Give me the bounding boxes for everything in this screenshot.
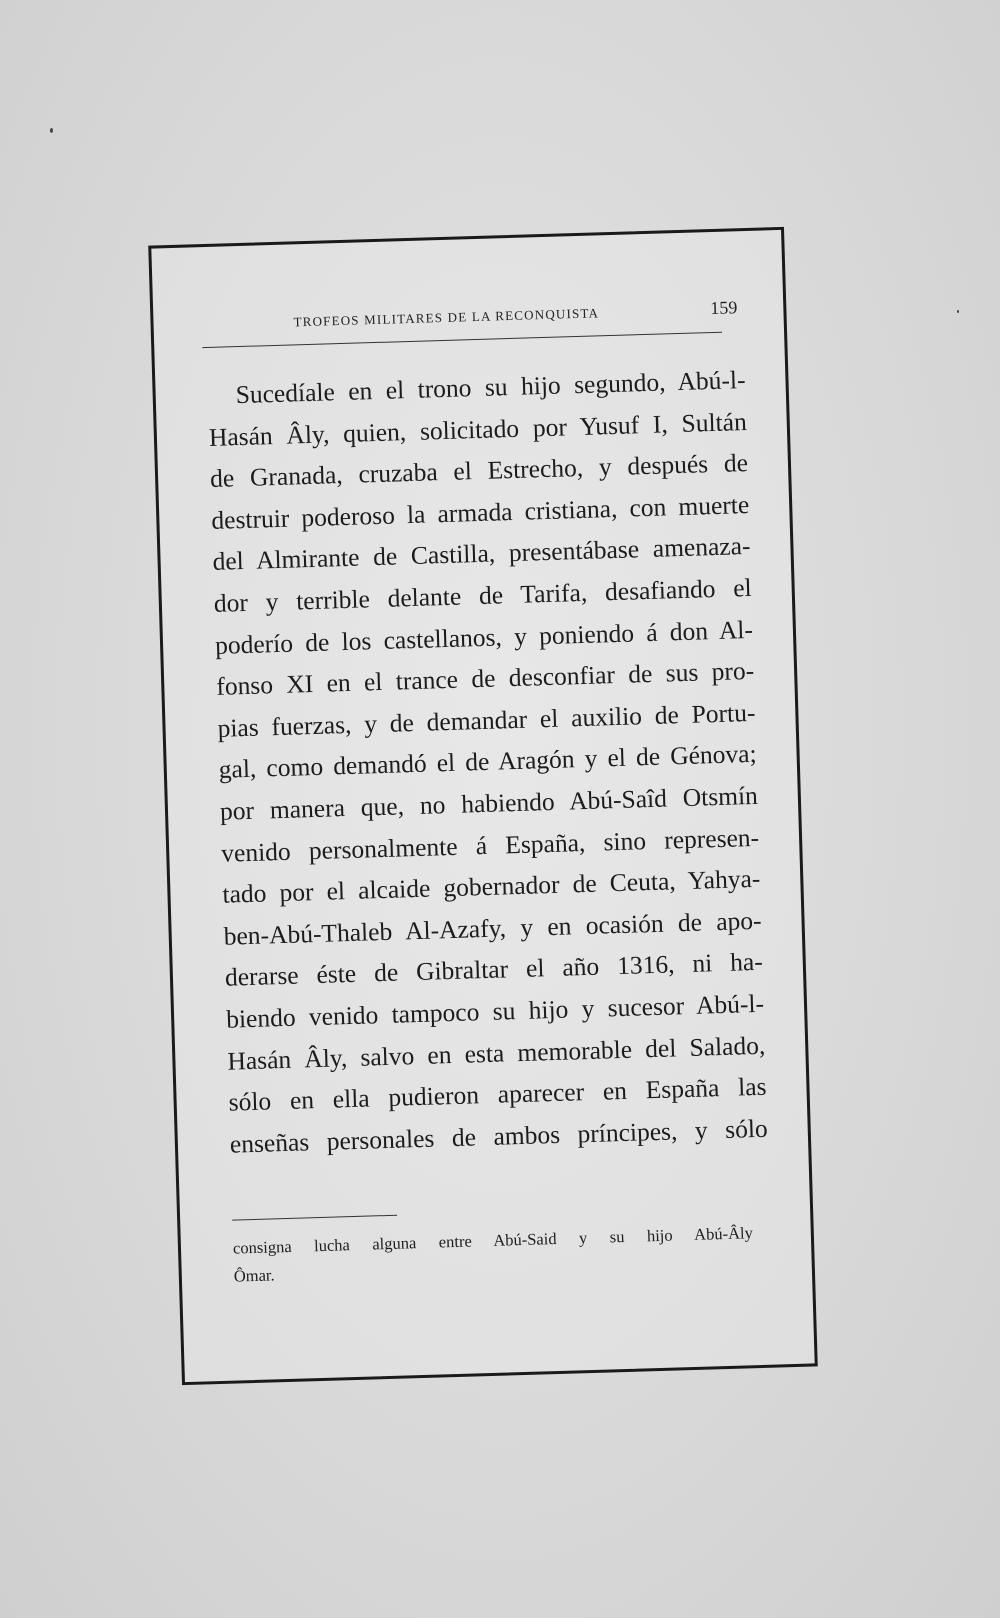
text-line: de Granada, cruzaba el Estrecho, y después de bbox=[209, 448, 749, 494]
text-line: por manera que, no habiendo Abú-Saîd Otsmín bbox=[219, 780, 759, 826]
text-line: biendo venido tampoco su hijo y sucesor Abú-l- bbox=[225, 988, 765, 1034]
ink-speck bbox=[957, 310, 959, 313]
footnote bbox=[233, 1219, 754, 1290]
text-line: pias fuerzas, y de demandar el auxilio de Portu- bbox=[217, 697, 756, 743]
text-line: Hasán Âly, salvo en esta memorable del Salado, bbox=[227, 1030, 766, 1076]
footnote-line: Ômar. bbox=[233, 1265, 275, 1286]
text-line: Hasán Âly, quien, solicitado por Yusuf I, Sultán bbox=[208, 406, 748, 452]
footnote-rule bbox=[232, 1215, 397, 1221]
text-line: gal, como demandó el de Aragón y el de Génova; bbox=[218, 739, 757, 785]
text-line: fonso XI en el trance de desconfiar de sus pro- bbox=[215, 656, 755, 702]
page-number: 159 bbox=[710, 297, 738, 319]
text-line: poderío de los castellanos, y poniendo á don Al- bbox=[214, 614, 754, 660]
body-paragraph bbox=[207, 359, 768, 1165]
text-line: enseñas personales de ambos príncipes, y sólo bbox=[229, 1113, 769, 1159]
running-title: TROFEOS MILITARES DE LA RECONQUISTA bbox=[293, 305, 600, 330]
text-line: destruir poderoso la armada cristiana, con muerte bbox=[210, 489, 750, 535]
text-line: del Almirante de Castilla, presentábase amenaza- bbox=[212, 531, 751, 577]
text-line: Sucedíale en el trono su hijo segundo, Abú-l- bbox=[235, 365, 746, 410]
page-frame bbox=[148, 227, 818, 1385]
ink-speck bbox=[50, 128, 53, 133]
text-line: tado por el alcaide gobernador de Ceuta, Yahya- bbox=[222, 863, 761, 909]
text-line: sólo en ella pudieron aparecer en España las bbox=[228, 1071, 767, 1117]
text-line: venido personalmente á España, sino represen- bbox=[220, 822, 760, 868]
text-line: derarse éste de Gibraltar el año 1316, ni ha- bbox=[224, 947, 764, 993]
footnote-line: consigna lucha alguna entre Abú-Said y su hijo Abú-Âly bbox=[232, 1223, 754, 1258]
text-line: ben-Abú-Thaleb Al-Azafy, y en ocasión de apo- bbox=[223, 905, 762, 951]
text-line: dor y terrible delante de Tarifa, desafiando el bbox=[213, 572, 753, 618]
